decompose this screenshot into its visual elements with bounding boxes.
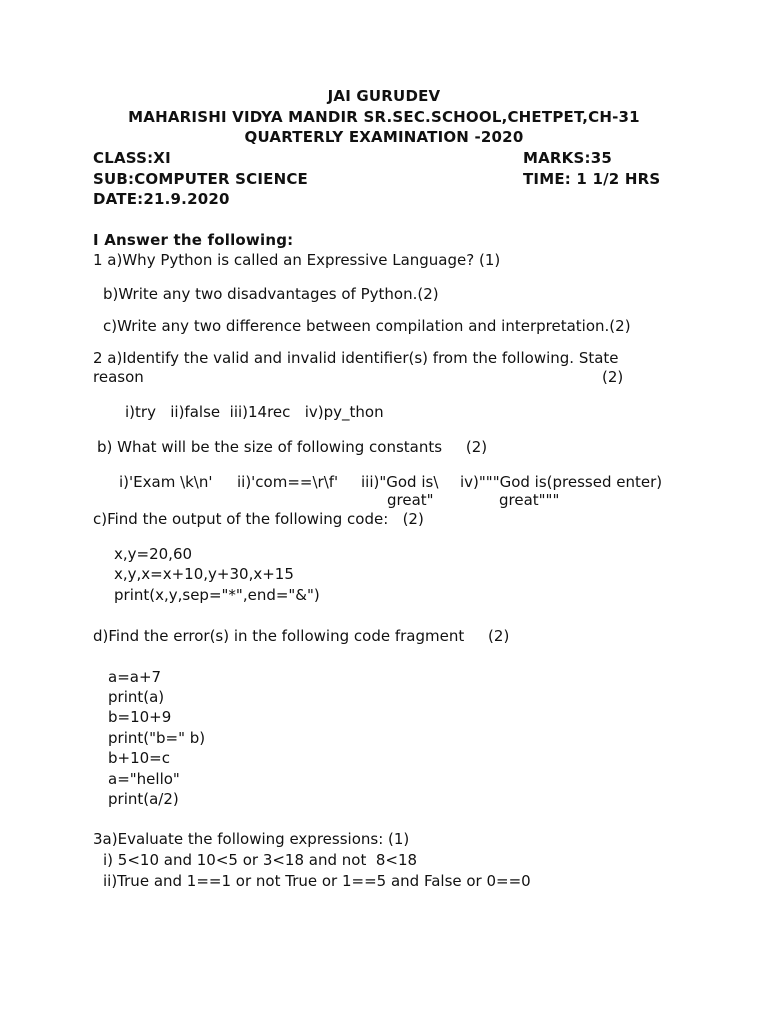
school-name: MAHARISHI VIDYA MANDIR SR.SEC.SCHOOL,CHETPET,CH-31 — [128, 108, 640, 126]
question-3a-i: i) 5<10 and 10<5 or 3<18 and not 8<18 — [103, 851, 418, 869]
code-line: a=a+7 — [108, 668, 162, 686]
question-3a: 3a)Evaluate the following expressions: (1) — [93, 830, 410, 848]
question-2b-option-1: i)'Exam \k\n' — [119, 473, 213, 491]
code-line: print(a/2) — [108, 790, 179, 808]
question-1c: c)Write any two difference between compilation and interpretation.(2) — [103, 317, 631, 335]
question-3a-ii: ii)True and 1==1 or not True or 1==5 and False or 0==0 — [103, 872, 531, 890]
question-2a-marks: (2) — [602, 368, 624, 386]
question-2a-line1: 2 a)Identify the valid and invalid identifier(s) from the following. State — [93, 349, 619, 367]
marks-label: MARKS:35 — [523, 149, 612, 167]
question-1b: b)Write any two disadvantages of Python.(2) — [103, 285, 439, 303]
question-2b: b) What will be the size of following constants (2) — [97, 438, 488, 456]
code-line: a="hello" — [108, 770, 180, 788]
school-motto: JAI GURUDEV — [327, 87, 441, 105]
question-1a: 1 a)Why Python is called an Expressive Language? (1) — [93, 251, 501, 269]
subject-label: SUB:COMPUTER SCIENCE — [93, 170, 308, 188]
question-2b-option-2: ii)'com==\r\f' — [237, 473, 339, 491]
code-line: x,y,x=x+10,y+30,x+15 — [114, 565, 294, 583]
section-heading: I Answer the following: — [93, 231, 294, 249]
code-line: print(a) — [108, 688, 165, 706]
question-2a-line2: reason — [93, 368, 144, 386]
question-2b-option-3-line1: iii)"God is\ — [361, 473, 439, 491]
question-2d: d)Find the error(s) in the following code fragment (2) — [93, 627, 510, 645]
date-label: DATE:21.9.2020 — [93, 190, 230, 208]
code-line: x,y=20,60 — [114, 545, 193, 563]
exam-title: QUARTERLY EXAMINATION -2020 — [244, 128, 524, 146]
code-line: print(x,y,sep="*",end="&") — [114, 586, 320, 604]
class-label: CLASS:XI — [93, 149, 171, 167]
time-label: TIME: 1 1/2 HRS — [523, 170, 661, 188]
question-2b-option-4-line1: iv)"""God is(pressed enter) — [460, 473, 663, 491]
question-2b-option-4-line2: great""" — [499, 491, 560, 509]
code-line: b=10+9 — [108, 708, 172, 726]
question-2b-option-3-line2: great" — [387, 491, 434, 509]
code-line: print("b=" b) — [108, 729, 206, 747]
question-2c: c)Find the output of the following code: (2) — [93, 510, 424, 528]
code-line: b+10=c — [108, 749, 170, 767]
question-2a-options: i)try ii)false iii)14rec iv)py_thon — [125, 403, 384, 421]
